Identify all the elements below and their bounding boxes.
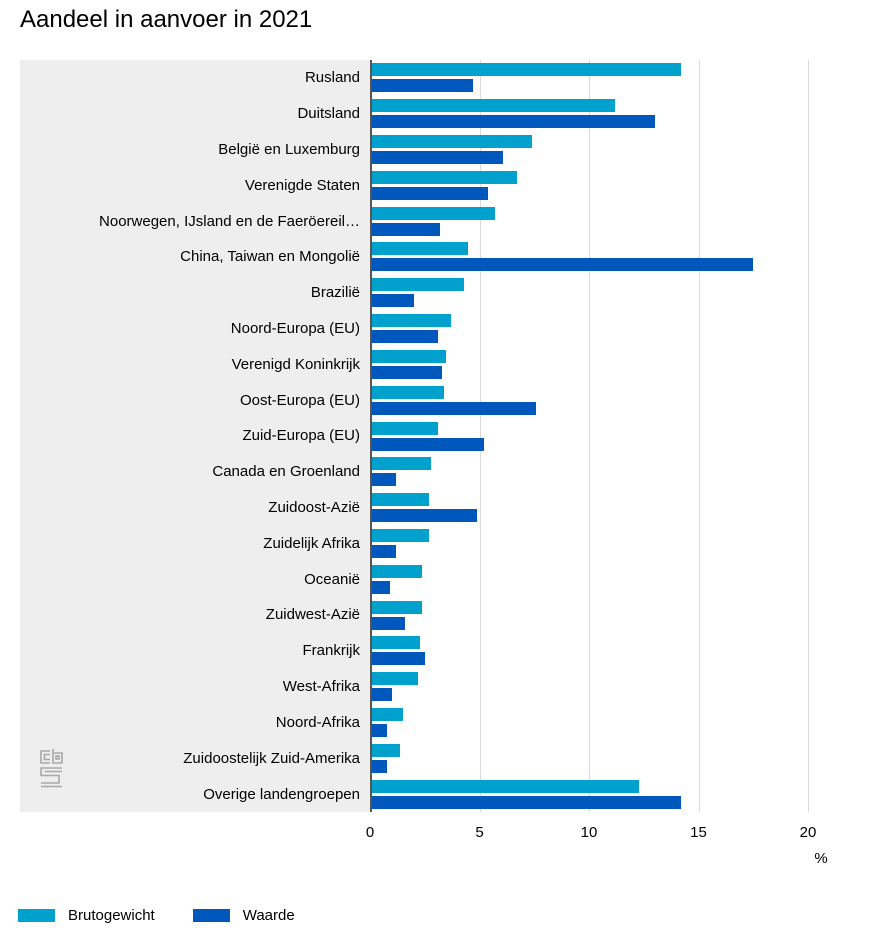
bar-pair xyxy=(372,529,429,558)
category-label: Oost-Europa (EU) xyxy=(239,391,360,409)
bar-waarde[interactable] xyxy=(372,79,473,92)
x-axis-ticks xyxy=(365,824,860,844)
bar-pair xyxy=(372,63,681,92)
bar-waarde[interactable] xyxy=(372,688,392,701)
bar-waarde[interactable] xyxy=(372,330,438,343)
chart-row xyxy=(20,132,860,168)
category-label: Noord-Europa (EU) xyxy=(230,319,360,337)
chart-area xyxy=(20,60,860,812)
legend-swatch-waarde-icon xyxy=(193,909,230,922)
chart-row xyxy=(20,167,860,203)
bar-waarde[interactable] xyxy=(372,366,442,379)
category-label: Duitsland xyxy=(297,105,360,123)
legend-item-waarde[interactable] xyxy=(193,907,295,924)
bar-waarde[interactable] xyxy=(372,796,681,809)
bar-brutogewicht[interactable] xyxy=(372,99,615,112)
legend-label: Brutogewicht xyxy=(68,907,155,924)
bar-brutogewicht[interactable] xyxy=(372,493,429,506)
bar-waarde[interactable] xyxy=(372,652,425,665)
bar-waarde[interactable] xyxy=(372,545,396,558)
legend-swatch-brutogewicht-icon xyxy=(18,909,55,922)
bar-waarde[interactable] xyxy=(372,760,387,773)
bar-pair xyxy=(372,242,753,271)
bar-brutogewicht[interactable] xyxy=(372,171,517,184)
chart-row xyxy=(20,776,860,812)
bar-waarde[interactable] xyxy=(372,115,655,128)
bar-pair xyxy=(372,672,418,701)
bar-waarde[interactable] xyxy=(372,473,396,486)
bar-waarde[interactable] xyxy=(372,223,440,236)
chart-row xyxy=(20,311,860,347)
bar-pair xyxy=(372,207,495,236)
chart-row xyxy=(20,60,860,96)
category-label: Noorwegen, IJsland en de Faeröereil… xyxy=(99,212,360,230)
bar-waarde[interactable] xyxy=(372,294,414,307)
chart-row xyxy=(20,275,860,311)
chart-row xyxy=(20,633,860,669)
chart-row xyxy=(20,669,860,705)
chart-row xyxy=(20,239,860,275)
bar-pair xyxy=(372,493,477,522)
category-label: Oceanië xyxy=(304,570,360,588)
bar-pair xyxy=(372,780,681,809)
chart-row xyxy=(20,740,860,776)
category-label: West-Afrika xyxy=(282,678,360,696)
bar-waarde[interactable] xyxy=(372,724,387,737)
chart-row xyxy=(20,597,860,633)
chart-row xyxy=(20,454,860,490)
bar-waarde[interactable] xyxy=(372,151,503,164)
bar-brutogewicht[interactable] xyxy=(372,278,464,291)
bar-waarde[interactable] xyxy=(372,617,405,630)
bar-brutogewicht[interactable] xyxy=(372,350,446,363)
legend-item-brutogewicht[interactable] xyxy=(18,907,155,924)
chart-row xyxy=(20,382,860,418)
bar-brutogewicht[interactable] xyxy=(372,529,429,542)
bar-brutogewicht[interactable] xyxy=(372,422,438,435)
bar-pair xyxy=(372,601,422,630)
category-label: Brazilië xyxy=(310,284,360,302)
category-label: Canada en Groenland xyxy=(212,463,360,481)
category-label: Frankrijk xyxy=(302,642,360,660)
bar-pair xyxy=(372,278,464,307)
bar-pair xyxy=(372,99,655,128)
bar-pair xyxy=(372,350,446,379)
category-label: Zuidoost-Azië xyxy=(268,499,360,517)
category-label: Zuidoostelijk Zuid-Amerika xyxy=(183,749,360,767)
x-tick-label: 0 xyxy=(365,824,375,841)
chart-row xyxy=(20,203,860,239)
category-label: Rusland xyxy=(304,69,360,87)
bar-waarde[interactable] xyxy=(372,402,536,415)
category-label: Verenigde Staten xyxy=(244,176,360,194)
bar-brutogewicht[interactable] xyxy=(372,242,468,255)
bar-brutogewicht[interactable] xyxy=(372,565,422,578)
bar-pair xyxy=(372,457,431,486)
chart-rows xyxy=(20,60,860,812)
bar-pair xyxy=(372,636,425,665)
bar-brutogewicht[interactable] xyxy=(372,780,639,793)
bar-pair xyxy=(372,171,517,200)
bar-brutogewicht[interactable] xyxy=(372,672,418,685)
chart-row xyxy=(20,418,860,454)
category-label: Verenigd Koninkrijk xyxy=(231,355,360,373)
bar-waarde[interactable] xyxy=(372,187,488,200)
logo-s xyxy=(41,768,62,783)
category-label: China, Taiwan en Mongolië xyxy=(180,248,360,266)
logo-c xyxy=(41,751,50,763)
bar-brutogewicht[interactable] xyxy=(372,207,495,220)
bar-waarde[interactable] xyxy=(372,581,390,594)
logo-b-inner xyxy=(56,756,59,759)
bar-pair xyxy=(372,744,400,773)
chart-row xyxy=(20,490,860,526)
bar-brutogewicht[interactable] xyxy=(372,708,403,721)
category-label: Zuid-Europa (EU) xyxy=(242,427,360,445)
bar-waarde[interactable] xyxy=(372,509,477,522)
bar-brutogewicht[interactable] xyxy=(372,457,431,470)
x-tick-label: 5 xyxy=(475,824,484,841)
chart-row xyxy=(20,96,860,132)
category-label: Noord-Afrika xyxy=(275,713,360,731)
bar-brutogewicht[interactable] xyxy=(372,601,422,614)
category-label: België en Luxemburg xyxy=(218,140,360,158)
x-tick-label: 10 xyxy=(580,824,598,841)
chart-row xyxy=(20,561,860,597)
bar-pair xyxy=(372,565,422,594)
page-title: Aandeel in aanvoer in 2021 xyxy=(20,6,313,33)
bar-waarde[interactable] xyxy=(372,258,753,271)
bar-brutogewicht[interactable] xyxy=(372,386,444,399)
logo-c-inner xyxy=(45,755,51,760)
bar-brutogewicht[interactable] xyxy=(372,63,681,76)
bar-pair xyxy=(372,135,532,164)
bar-brutogewicht[interactable] xyxy=(372,135,532,148)
bar-brutogewicht[interactable] xyxy=(372,314,451,327)
category-label: Zuidwest-Azië xyxy=(265,606,360,624)
category-label: Overige landengroepen xyxy=(203,785,360,803)
chart-row xyxy=(20,347,860,383)
x-tick-label: 20 xyxy=(799,824,817,841)
chart-legend xyxy=(18,907,295,924)
x-tick-label: 15 xyxy=(690,824,707,841)
bar-pair xyxy=(372,422,484,451)
category-label: Zuidelijk Afrika xyxy=(263,534,360,552)
x-axis-unit-label: % xyxy=(814,850,828,867)
bar-brutogewicht[interactable] xyxy=(372,636,420,649)
bar-pair xyxy=(372,708,403,737)
bar-waarde[interactable] xyxy=(372,438,484,451)
legend-label: Waarde xyxy=(242,907,295,924)
chart-row xyxy=(20,526,860,562)
cbs-logo-icon xyxy=(38,748,64,792)
bar-pair xyxy=(372,314,451,343)
bar-brutogewicht[interactable] xyxy=(372,744,400,757)
bar-pair xyxy=(372,386,536,415)
chart-row xyxy=(20,705,860,741)
